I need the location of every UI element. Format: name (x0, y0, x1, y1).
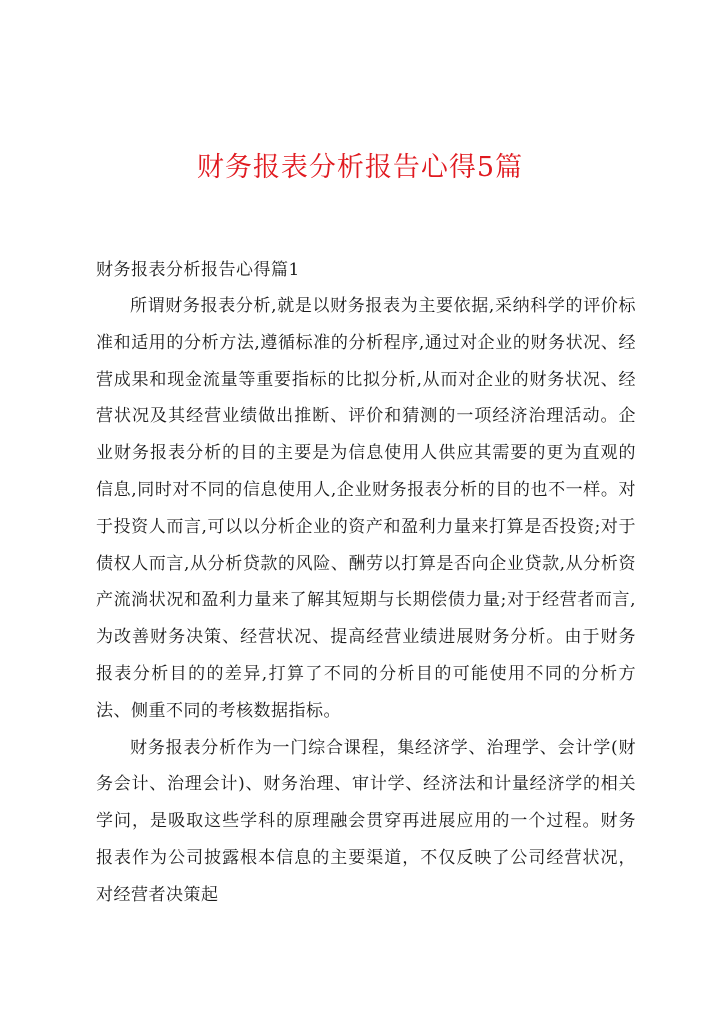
document-title: 财务报表分析报告心得5篇 (196, 152, 524, 183)
paragraph-1: 所谓财务报表分析,就是以财务报表为主要依据,采纳科学的评价标准和适用的分析方法,遵循标准的分析程序,通过对企业的财务状况、经营成果和现金流量等重要指标的比拟分析,从而对企业的财务状况、经营状况及其经营业绩做出推断、评价和猜测的一项经济治理活动。企业财务报表分析的目的主要是为信息使用人供应其需要的更为直观的信息,同时对不同的信息使用人,企业财务报表分析的目的也不一样。对于投资人而言,可以以分析企业的资产和盈利力量来打算是否投资;对于债权人而言,从分析贷款的风险、酬劳以打算是否向企业贷款,从分析资产流淌状况和盈利力量来了解其短期与长期偿债力量;对于经营者而言,为改善财务决策、经营状况、提高经营业绩进展财务分析。由于财务报表分析目的的差异,打算了不同的分析目的可能使用不同的分析方法、侧重不同的考核数据指标。 (96, 296, 636, 721)
document-body (96, 252, 636, 914)
section-heading: 财务报表分析报告心得篇1 (96, 260, 300, 280)
paragraph-2: 财务报表分析作为一门综合课程，集经济学、治理学、会计学(财务会计、治理会计)、财务治理、审计学、经济法和计量经济学的相关学问，是吸取这些学科的原理融会贯穿再进展应用的一个过程。财务报表作为公司披露根本信息的主要渠道，不仅反映了公司经营状况，对经营者决策起 (96, 737, 636, 905)
